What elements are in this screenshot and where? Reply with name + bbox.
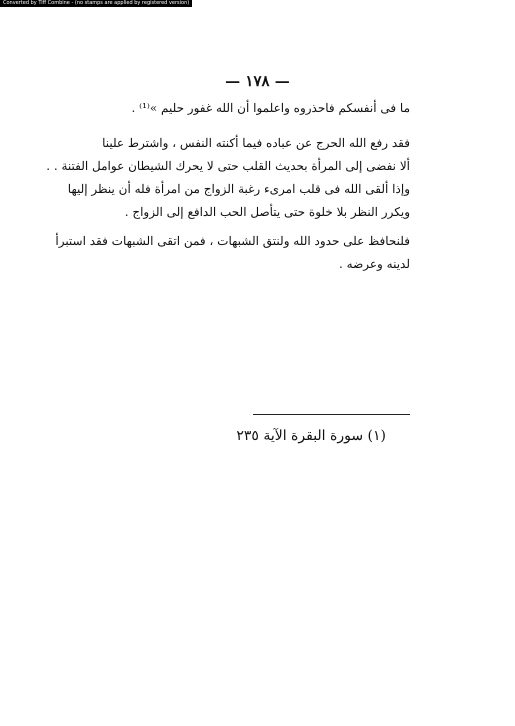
paragraph — [46, 132, 410, 224]
footnote-divider — [253, 414, 410, 415]
text-line: ألا نفضى إلى المرأة بحديث القلب حتى لا يحرك الشيطان عوامل الفتنة . . — [46, 159, 410, 173]
text-line: وإذا ألقى الله فى قلب امرىء رغبة الزواج من امرأة فله أن ينظر إليها — [67, 182, 410, 196]
text-line: ويكرر النظر بلا خلوة حتى يتأصل الحب الدافع إلى الزواج . — [124, 205, 410, 219]
text-line: ما فى أنفسكم فاحذروه واعلموا أن الله غفور حليم »⁽¹⁾ . — [131, 101, 410, 115]
paragraph — [55, 230, 410, 276]
text-line: لدينه وعرضه . — [339, 257, 410, 271]
paragraph — [100, 97, 410, 120]
page-number: — ١٧٨ — — [225, 72, 290, 90]
text-line: فلنحافظ على حدود الله ولنتق الشبهات ، فمن اتقى الشبهات فقد استبرأ — [55, 234, 410, 248]
footnote: (١) سورة البقرة الآية ٢٣٥ — [236, 428, 386, 444]
converter-banner: Converted by Tiff Combine - (no stamps are applied by registered version) — [0, 0, 192, 7]
text-line: فقد رفع الله الحرج عن عباده فيما أكنته النفس ، واشترط علينا — [102, 136, 410, 150]
